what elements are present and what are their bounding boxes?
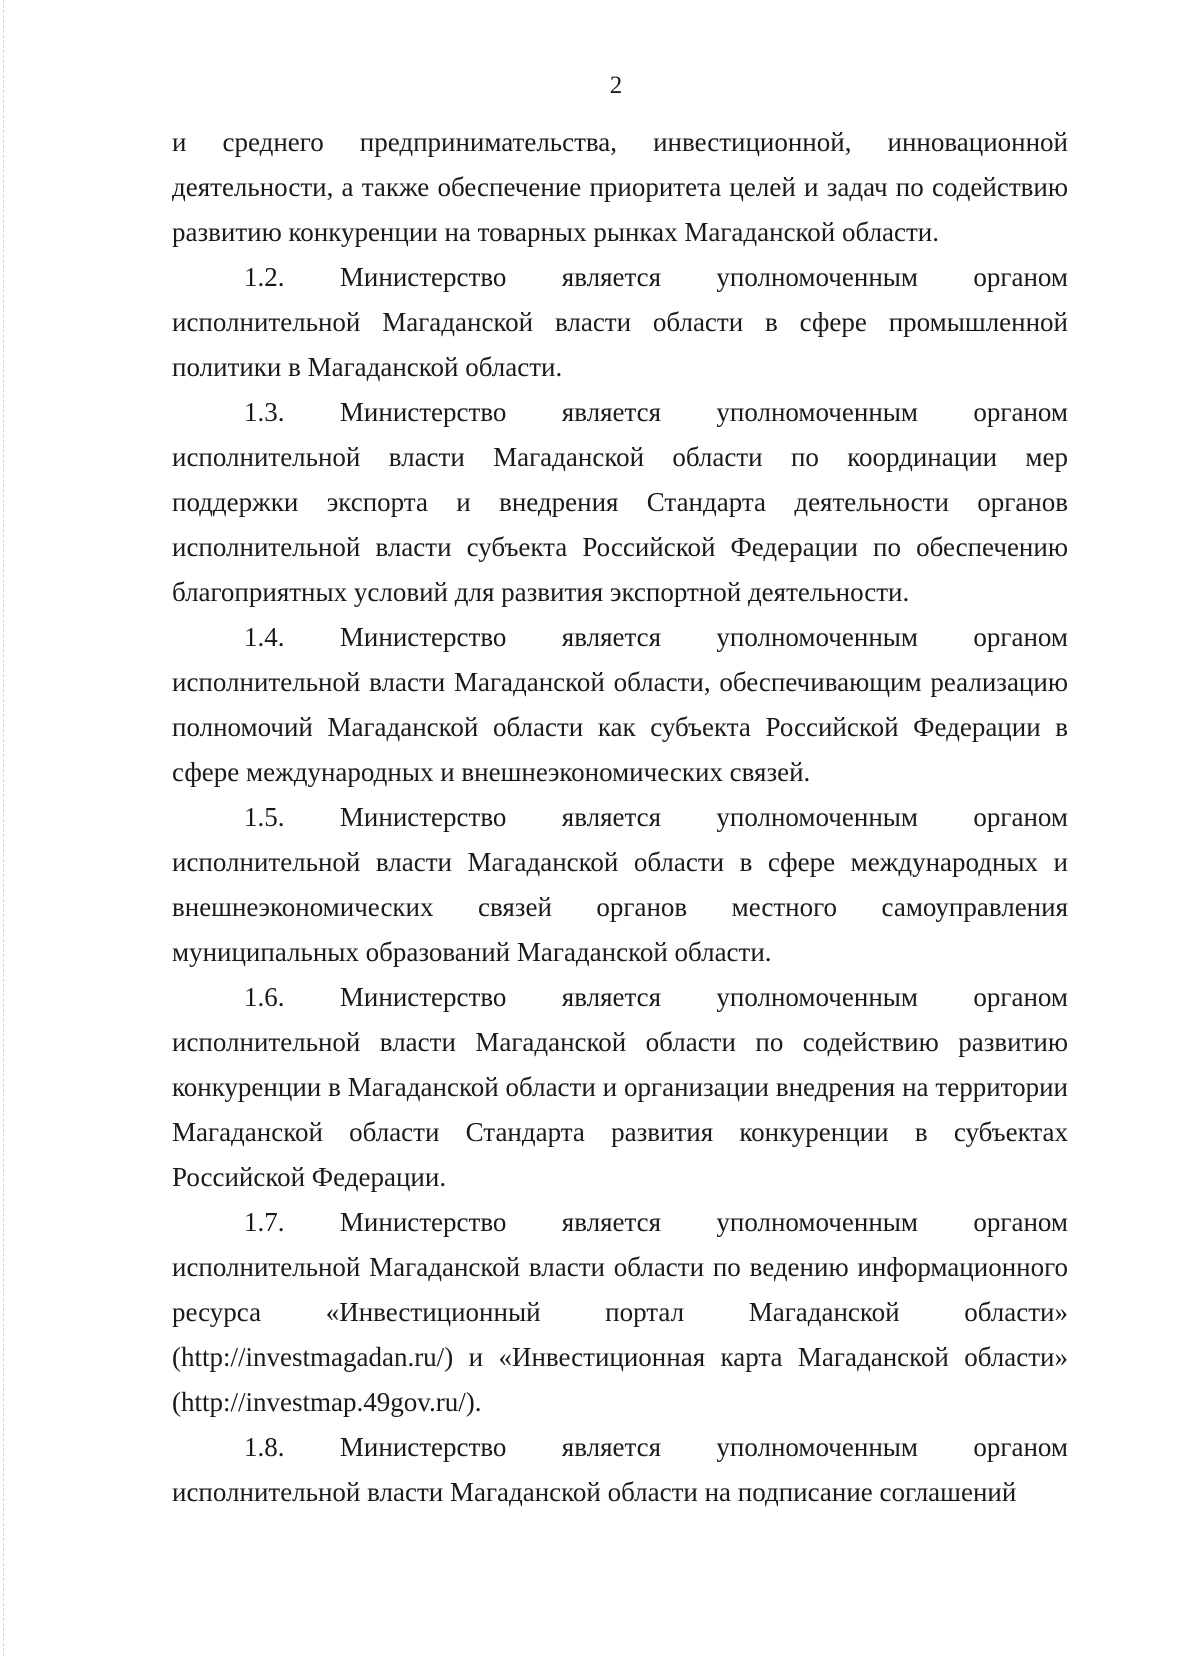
paragraph-1-2: 1.2. Министерство является уполномоченным органом исполнительной Магаданской власти области в сфере промышленной политики в Магаданской области. <box>172 262 1068 382</box>
page-number: 2 <box>609 72 623 99</box>
scan-edge <box>3 0 5 1656</box>
paragraph-1-7: 1.7. Министерство является уполномоченным органом исполнительной Магаданской власти области по ведению информационного ресурса «Инвестиционный портал Магаданской области» (http://investmagadan.ru/) и «Инвестиционная карта Магаданской области» (http://investmap.49gov.ru/). <box>172 1207 1068 1417</box>
document-body <box>172 120 1068 1515</box>
paragraph-1-6: 1.6. Министерство является уполномоченным органом исполнительной власти Магаданской области по содействию развитию конкуренции в Магаданской области и организации внедрения на территории Магаданской области Стандарта развития конкуренции в субъектах Российской Федерации. <box>172 982 1068 1192</box>
paragraph-1-3: 1.3. Министерство является уполномоченным органом исполнительной власти Магаданской области по координации мер поддержки экспорта и внедрения Стандарта деятельности органов исполнительной власти субъекта Российской Федерации по обеспечению благоприятных условий для развития экспортной деятельности. <box>172 397 1068 607</box>
paragraph-1-5: 1.5. Министерство является уполномоченным органом исполнительной власти Магаданской области в сфере международных и внешнеэкономических связей органов местного самоуправления муниципальных образований Магаданской области. <box>172 802 1068 967</box>
paragraph-1-8: 1.8. Министерство является уполномоченным органом исполнительной власти Магаданской области на подписание соглашений <box>172 1432 1068 1507</box>
paragraph-1-4: 1.4. Министерство является уполномоченным органом исполнительной власти Магаданской области, обеспечивающим реализацию полномочий Магаданской области как субъекта Российской Федерации в сфере международных и внешнеэкономических связей. <box>172 622 1068 787</box>
paragraph-intro: и среднего предпринимательства, инвестиционной, инновационной деятельности, а также обеспечение приоритета целей и задач по содействию развитию конкуренции на товарных рынках Магаданской области. <box>172 127 1068 247</box>
